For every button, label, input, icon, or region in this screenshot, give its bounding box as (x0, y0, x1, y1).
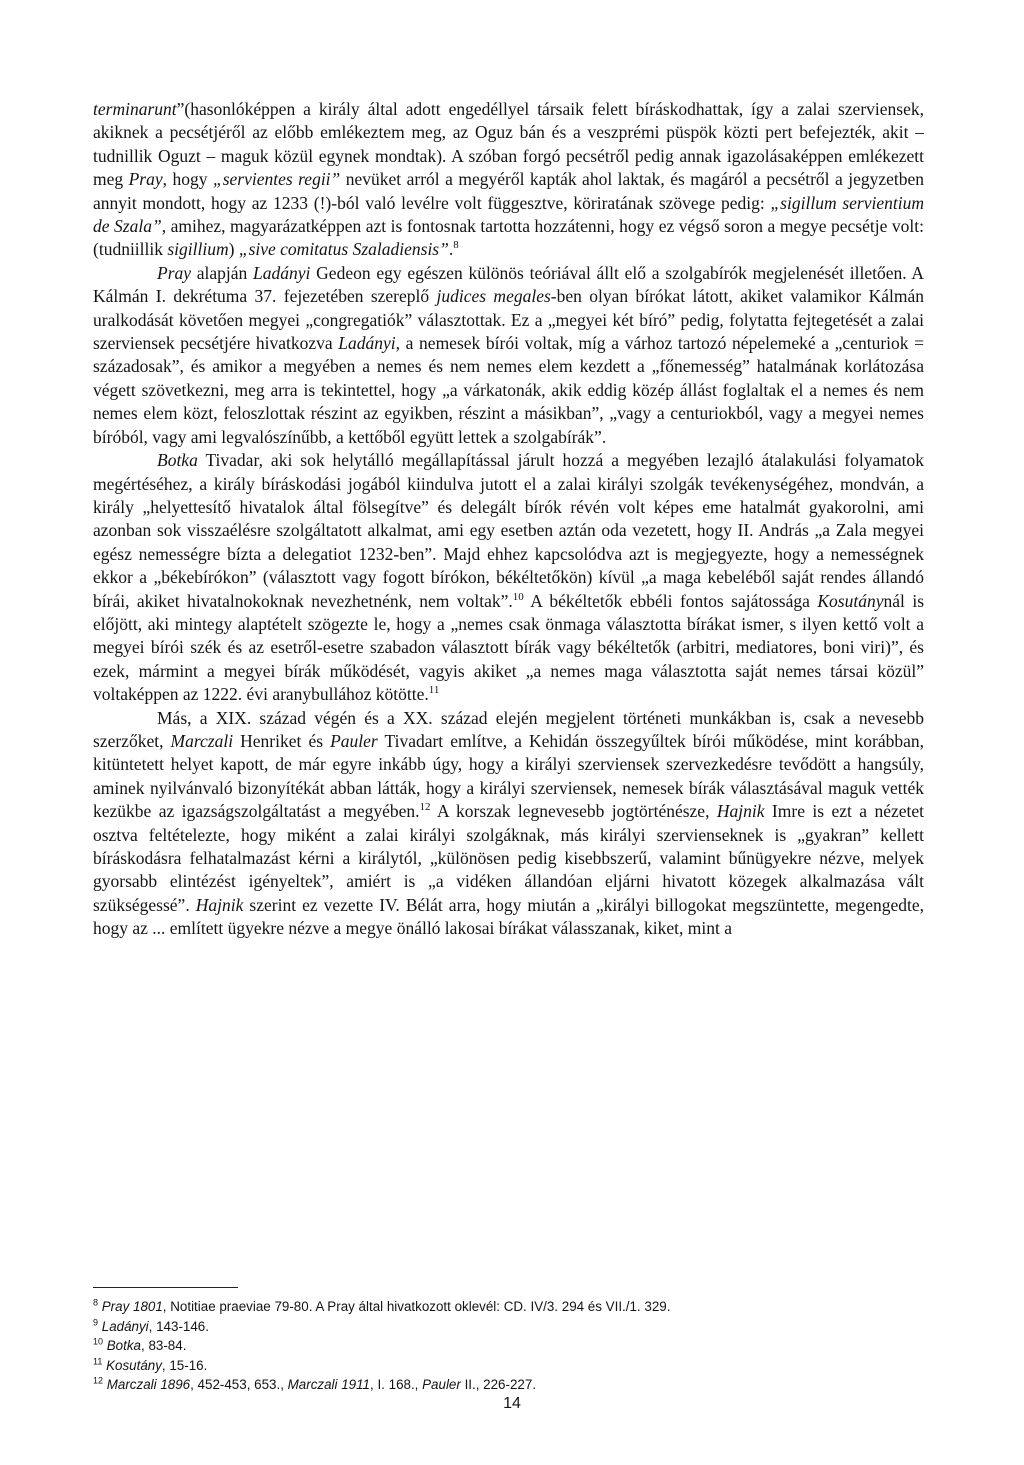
page-number: 14 (503, 1395, 521, 1412)
paragraph (93, 262, 924, 449)
italic-text: Hajnik (195, 894, 244, 915)
italic-text: Pauler (422, 1377, 461, 1393)
italic-text: Kosutány (106, 1357, 162, 1373)
text-run: , a nemesek bírói voltak, míg a várhoz tartozó népelemeké a „centuriok = századosak”, és amikor a megyében a nemes és nem nemes elem kezdett a „főnemesség” hatalmának korlátozása végett szövetkezni, meg arra is tekintettel, hogy „a várkatonák, akik eddig közép állást foglaltak el a nemes és nem nemes elem közt, feloszlottak részint az egyikben, részint a másikban”, „vagy a centuriokból, vagy a megyei nemes bíróból, vagy ami legvalószínűbb, a kettőből együtt lettek a szolgabírák”. (93, 333, 925, 447)
italic-text: Hajnik (716, 801, 765, 822)
text-run: Más, a XIX. század végén és a XX. század elején megjelent történeti munkákban is, csak a nevesebb szerzőket, (93, 707, 924, 751)
footnote-number: 8 (93, 1297, 99, 1308)
page-body (93, 98, 924, 941)
italic-text: „servientes regii” (212, 169, 341, 190)
italic-text: Ladányi (253, 262, 311, 283)
text-run: Gedeon egy egészen különös teóriával állt elő a szolgabírók megjelenését illetően. A Kálmán I. dekrétuma 37. fejezetében szereplő (93, 262, 925, 307)
italic-text: Marczali 1911 (287, 1377, 371, 1393)
text-run: , Notitiae praeviae 79-80. A Pray által hivatkozott oklevél: CD. IV/3. 294 és VII./1. 329. (162, 1299, 671, 1314)
footnote-item (93, 1375, 893, 1395)
italic-text: Botka (157, 450, 198, 471)
text-run: szerint ez vezette IV. Bélát arra, hogy miután a „királyi billogokat megszüntette, megengedte, hogy az ... említett ügyekre nézve a megye önálló lakosai bírákat válasszanak, kiket, mint a (93, 894, 924, 939)
footnote-divider (93, 1287, 238, 1288)
italic-text: Pauler (330, 730, 378, 751)
footnote-item (93, 1297, 893, 1317)
text-run: Tivadart említve, a Kehidán összegyűltek bírói működése, mint korábban, kitüntetett helyet kapott, de már egyre inkább úgy, hogy a királyi szerviensek szervezkedésre tevődött a hangsúly, aminek nyilvánvaló bizonyítékát abban látták, hogy a királyi szerviensek, nemesek bírák választásával maguk vették kezükbe az igazságszolgáltatást a megyében. (93, 730, 925, 822)
text-run: ) (228, 239, 239, 260)
text-run: , 15-16. (161, 1357, 208, 1373)
italic-text: Marczali 1896 (106, 1377, 191, 1393)
italic-text: Ladányi (338, 333, 396, 354)
text-run: alapján (191, 262, 254, 283)
italic-text: judices megales (436, 286, 551, 307)
main-text (93, 98, 924, 941)
text-run: II., 226-227. (460, 1377, 537, 1393)
text-run: . (448, 239, 454, 260)
text-run: , 83-84. (141, 1338, 187, 1354)
text-run: nál is előjött, aki mintegy alaptételt szögezte le, hogy a „nemes csak önmaga választotta bírákat ismer, s ilyen kettő volt a megyei bírói szék és az esetről-esetre szabadon választott bírák vagy békéltetők (arbitri, mediatores, boni viri)”, és ezek, mármint a megyei bírák működését, vagyis akiket „a nemes maga választotta saját nemes társai közül” voltaképpen az 1222. évi aranybullához kötötte. (93, 590, 924, 705)
text-run: , 452-453, 653., (190, 1377, 288, 1393)
italic-text: Botka (106, 1338, 141, 1354)
footnote-item (93, 1336, 893, 1356)
text-run: Henriket és (233, 730, 331, 751)
text-run: nevüket arról a megyéről kapták ahol laktak, és magáról a pecsétről a jegyzetben annyit mondott, hogy az 1233 (!)-ból való levélre volt függesztve, köriratának szövege pedig: (93, 169, 925, 213)
italic-text: sigillium (167, 239, 229, 260)
text-run: A békéltetők ebbéli fontos sajátossága (523, 590, 818, 611)
italic-text: Kosutány (817, 590, 884, 611)
italic-text: Pray 1801 (101, 1299, 163, 1314)
italic-text: Pray (128, 169, 163, 190)
footnote-number: 10 (93, 1336, 104, 1347)
footnote-number: 11 (93, 1356, 103, 1367)
paragraph (93, 707, 924, 941)
footnote-reference: 11 (428, 684, 440, 697)
footnote-reference: 12 (419, 801, 431, 814)
italic-text: terminarunt (93, 99, 177, 119)
footnote-reference: 8 (453, 239, 459, 252)
footnote-item (93, 1317, 893, 1337)
footnotes (93, 1297, 893, 1395)
paragraph (93, 449, 924, 706)
text-run: , I. 168., (370, 1377, 423, 1393)
italic-text: „sigillum servientium de Szala” (93, 192, 924, 237)
text-run: A korszak legnevesebb jogtörténésze, (430, 801, 717, 822)
footnote-item (93, 1356, 893, 1376)
italic-text: Pray (157, 262, 192, 283)
italic-text: Marczali (170, 730, 234, 751)
footnote-number: 12 (93, 1375, 104, 1386)
italic-text: Ladányi (101, 1318, 149, 1334)
text-run: , amihez, magyarázatképpen azt is fontosnak tartotta hozzátenni, hogy ez végső soron a megye pecsétje volt: (tudniillik (93, 216, 924, 260)
text-run: -ben olyan bírókat látott, akiket valamikor Kálmán uralkodását követően megyei „congregatiók” választottak. Ez a „megyei két bíró” pedig, folytatta fejtegetését a zalai szerviensek pecsétjére hivatkozva (93, 286, 924, 354)
footnote-number: 9 (93, 1317, 99, 1328)
text-run: , hogy (162, 169, 213, 190)
text-run: ”(hasonlóképpen a király által adott engedéllyel társaik felett bíráskodhattak, így a zalai szerviensek, akiknek a pecsétjéről az előbb emlékeztem meg, az Oguz bán és a veszprémi püspök közti pert befejezték, akit – tudnillik Oguzt – maguk közül egynek mondtak). A szóban forgó pecsétről pedig annak igazolásaképpen emlékezett meg (93, 99, 924, 190)
paragraph (93, 98, 924, 262)
text-run: Imre is ezt a nézetet osztva feltételezte, hogy miként a zalai királyi szolgáknak, más királyi szervienseknek is „gyakran” kellett bíráskodásra felhatalmazást kérni a királytól, „különösen pedig kisebbszerű, valamint bűnügyekre nézve, melyek gyorsabb elintézést igényeltek”, amiért is „a vidéken állandóan eljárni hivatott közegek alkalmazása vált szükségessé”. (93, 801, 924, 915)
text-run: Tivadar, aki sok helytálló megállapítással járult hozzá a megyében lezajló átalakulási folyamatok megértéséhez, a király bíráskodási jogából kiindulva jutott el a zalai királyi szolgák tevékenységéhez, mondván, a király „helyettesítő hivatalok által fölsegítve” és delegált bírók révén volt képes eme hatalmát gyakorolni, ami azonban sok visszaélésre szolgáltatott alkalmat, ami egy esetben aztán oda vezetett, hogy II. András „a Zala megyei egész nemességre bízta a delegatiot 1232-ben”. Majd ehhez kapcsolódva azt is megjegyezte, hogy a nemességnek ekkor a „békebírókon” (választott vagy fogott bírókon, békéltetőkön) kívül „a maga kebeléből saját rendes állandó bírái, akiket hivatalnokoknak nevezhetnénk, nem voltak”. (93, 450, 924, 611)
text-run: , 143-146. (148, 1318, 209, 1334)
footnote-reference: 10 (512, 590, 524, 603)
italic-text: „sive comitatus Szaladiensis” (238, 239, 449, 260)
